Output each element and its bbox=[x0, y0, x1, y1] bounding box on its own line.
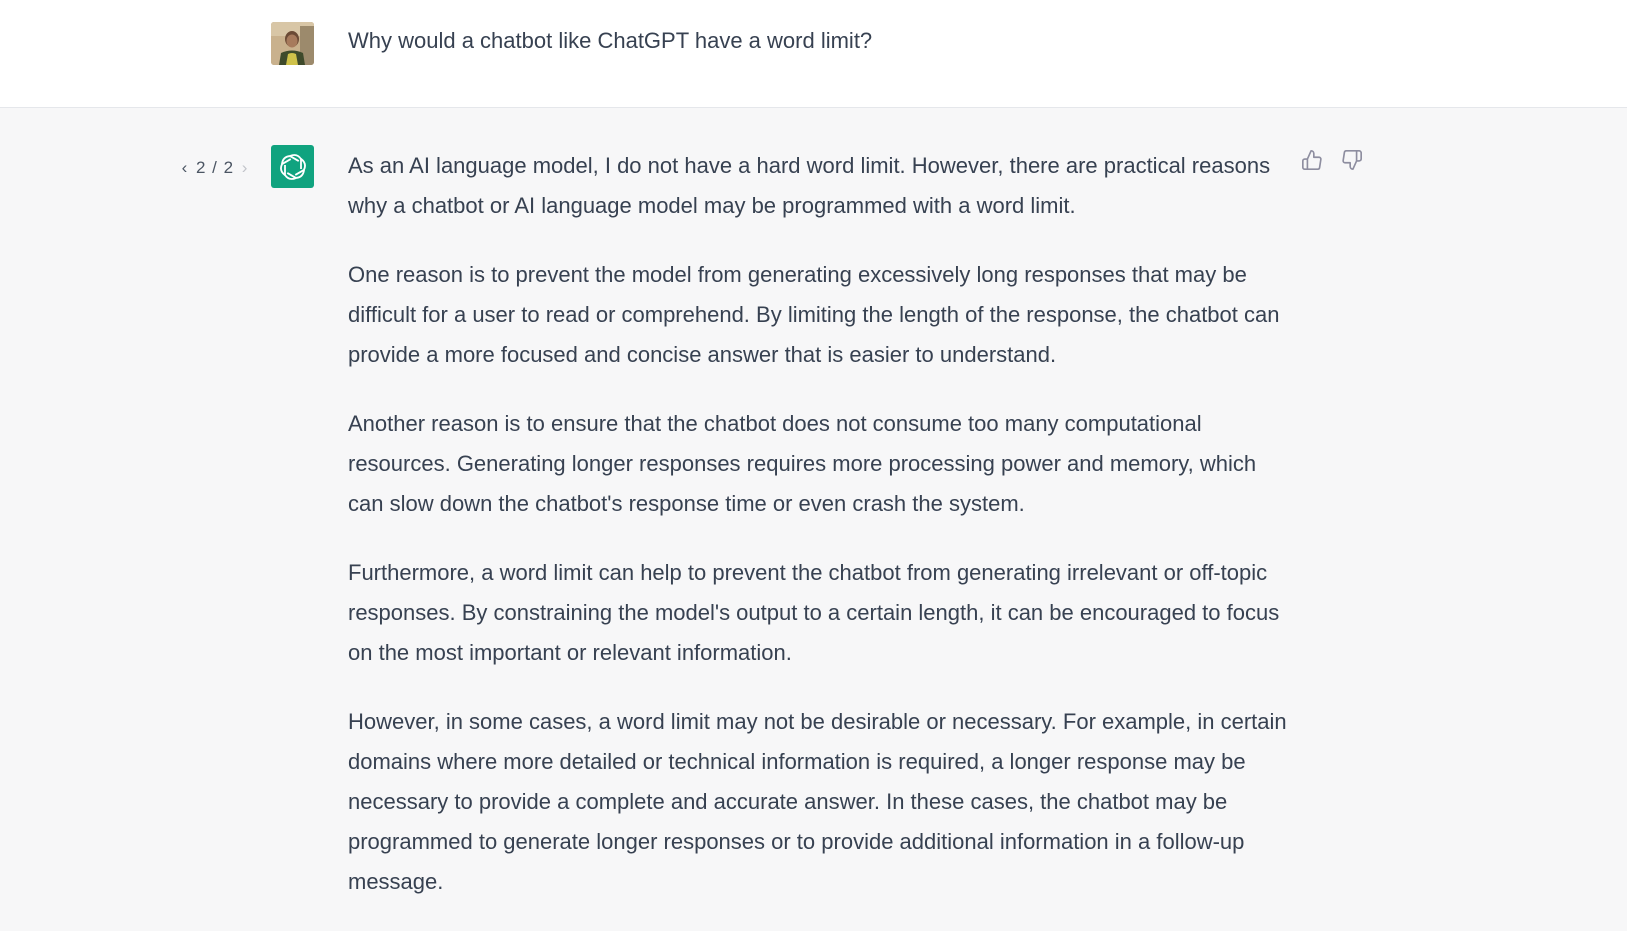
reply-paragraph: Another reason is to ensure that the chatbot does not consume too many computational resources. Generating longer responses requires more processing power and memory, which can slow down the chatbot's response time or even crash the system. bbox=[348, 411, 1257, 516]
assistant-message-row bbox=[0, 108, 1627, 915]
next-response-button[interactable]: › bbox=[241, 158, 249, 177]
response-pager bbox=[176, 155, 254, 181]
reply-paragraph: However, in some cases, a word limit may not be desirable or necessary. For example, in certain domains where more detailed or technical information is required, a longer response may be necessary to provide a complete and accurate answer. In these cases, the chatbot may be programmed to generate longer responses or to provide additional information in a follow-up message. bbox=[348, 709, 1287, 894]
user-avatar bbox=[271, 22, 314, 65]
thumbs-down-icon[interactable] bbox=[1338, 146, 1366, 174]
assistant-message-text bbox=[348, 146, 1288, 931]
user-message-row bbox=[0, 0, 1627, 108]
thumbs-up-icon[interactable] bbox=[1298, 146, 1326, 174]
response-count: 2 / 2 bbox=[196, 158, 235, 177]
reply-paragraph: As an AI language model, I do not have a hard word limit. However, there are practical reasons why a chatbot or AI language model may be programmed with a word limit. bbox=[348, 153, 1271, 218]
reply-paragraph: One reason is to prevent the model from generating excessively long responses that may be difficult for a user to read or comprehend. By limiting the length of the response, the chatbot can provide a more focused and concise answer that is easier to understand. bbox=[348, 262, 1280, 367]
chatgpt-logo-icon bbox=[271, 145, 314, 188]
previous-response-button[interactable]: ‹ bbox=[181, 158, 189, 177]
user-message-text: Why would a chatbot like ChatGPT have a word limit? bbox=[348, 28, 873, 53]
reply-paragraph: Furthermore, a word limit can help to prevent the chatbot from generating irrelevant or off-topic responses. By constraining the model's output to a certain length, it can be encouraged to focus on the most important or relevant information. bbox=[348, 560, 1280, 665]
